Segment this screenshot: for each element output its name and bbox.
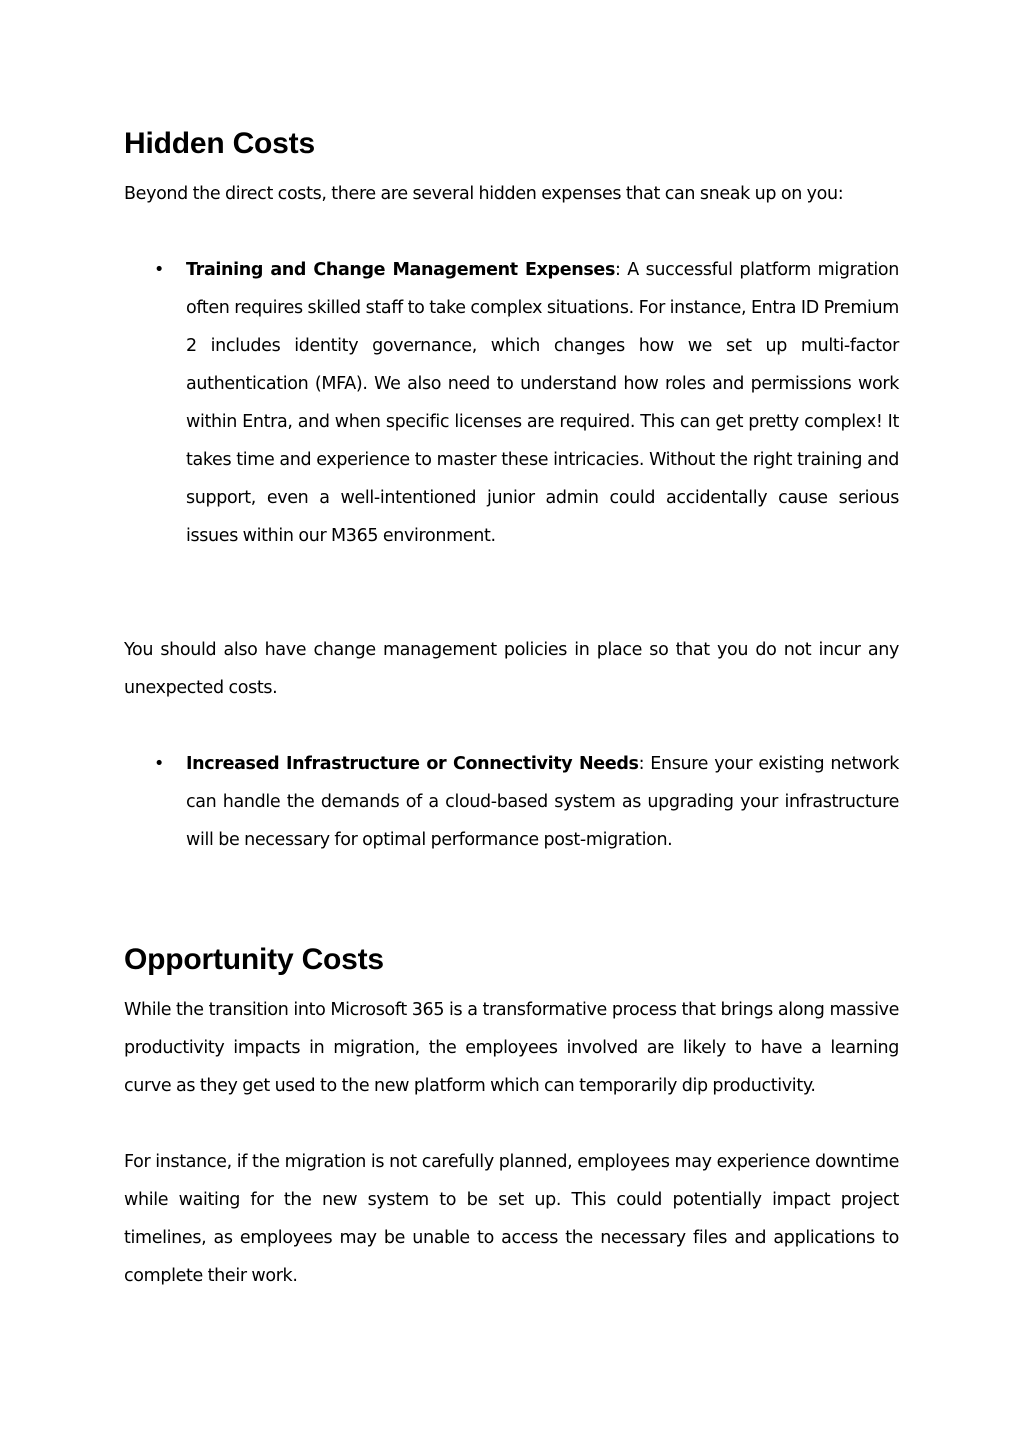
bullet-icon: •: [154, 754, 165, 774]
change-management-paragraph: You should also have change management policies in place so that you do not incur any unexpected costs.: [124, 640, 899, 698]
bullet-bold-label: Training and Change Management Expenses: [186, 260, 616, 280]
bullet-bold-label: Increased Infrastructure or Connectivity Needs: [186, 754, 639, 774]
bullet-body: : A successful platform migration often requires skilled staff to take complex situations. For instance, Entra ID Premium 2 includes identity governance, which changes how we set up multi-factor authentication (MFA). We also need to understand how roles and permissions work within Entra, and when specific licenses are required. This can get pretty complex! It takes time and experience to master these intricacies. Without the right training and support, even a well-intentioned junior admin could accidentally cause serious issues within our M365 environment.: [186, 260, 899, 546]
opportunity-paragraph-2: For instance, if the migration is not carefully planned, employees may experience downtime while waiting for the new system to be set up. This could potentially impact project timelines, as employees may be unable to access the necessary files and applications to complete their work.: [124, 1152, 899, 1286]
bullet-text: [186, 251, 899, 555]
bullet-body: : Ensure your existing network can handle the demands of a cloud-based system as upgrading your infrastructure will be necessary for optimal performance post-migration.: [186, 754, 899, 850]
heading-hidden-costs: Hidden Costs: [124, 127, 315, 160]
bullet-text: [186, 745, 899, 859]
intro-paragraph: Beyond the direct costs, there are several hidden expenses that can sneak up on you:: [124, 184, 844, 204]
heading-opportunity-costs: Opportunity Costs: [124, 943, 384, 976]
bullet-icon: •: [154, 260, 165, 280]
opportunity-paragraph-1: While the transition into Microsoft 365 is a transformative process that brings along massive productivity impacts in migration, the employees involved are likely to have a learning curve as they get used to the new platform which can temporarily dip productivity.: [124, 1000, 899, 1096]
